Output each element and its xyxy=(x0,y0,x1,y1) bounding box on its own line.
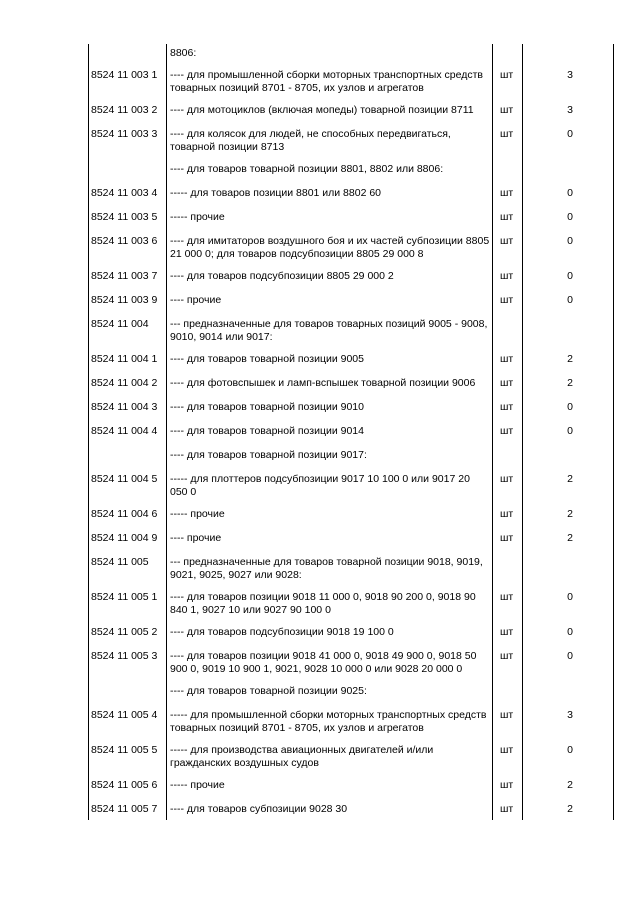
table-row xyxy=(0,706,640,741)
table-row xyxy=(0,682,640,706)
rate-cell: 0 xyxy=(567,294,573,306)
rate-cell: 0 xyxy=(567,187,573,199)
description-cell: ----- для товаров позиции 8801 или 8802 60 xyxy=(170,187,382,199)
description-cell: --- предназначенные для товаров товарных позиций 9005 - 9008, 9010, 9014 или 9017: xyxy=(170,318,488,343)
description-cell: ----- для производства авиационных двигателей и/или гражданских воздушных судов xyxy=(170,744,434,769)
description-cell: ---- для товаров товарной позиции 9017: xyxy=(170,449,367,461)
table-row xyxy=(0,208,640,232)
code-cell: 8524 11 004 6 xyxy=(91,508,158,520)
description-cell: ----- для промышленной сборки моторных транспортных средств товарных позиций 8701 - 8705, их узлов и агрегатов xyxy=(170,709,487,734)
rate-cell: 3 xyxy=(567,709,573,721)
table-row xyxy=(0,422,640,446)
code-cell: 8524 11 004 xyxy=(91,318,149,330)
table-row xyxy=(0,160,640,184)
unit-cell: шт xyxy=(500,353,514,365)
unit-cell: шт xyxy=(500,425,514,437)
unit-cell: шт xyxy=(500,270,514,282)
table-row xyxy=(0,267,640,291)
code-cell: 8524 11 003 3 xyxy=(91,128,158,140)
rate-cell: 0 xyxy=(567,626,573,638)
description-cell: ---- для товаров подсубпозиции 8805 29 000 2 xyxy=(170,270,394,282)
unit-cell: шт xyxy=(500,803,514,815)
code-cell: 8524 11 003 4 xyxy=(91,187,158,199)
rate-cell: 2 xyxy=(567,353,573,365)
unit-cell: шт xyxy=(500,377,514,389)
rate-cell: 2 xyxy=(567,508,573,520)
code-cell: 8524 11 004 2 xyxy=(91,377,158,389)
unit-cell: шт xyxy=(500,779,514,791)
table-row xyxy=(0,232,640,267)
code-cell: 8524 11 004 3 xyxy=(91,401,158,413)
table-row xyxy=(0,470,640,505)
description-cell: ----- для плоттеров подсубпозиции 9017 10 100 0 или 9017 20 050 0 xyxy=(170,473,470,498)
description-cell: ----- прочие xyxy=(170,779,225,791)
code-cell: 8524 11 005 4 xyxy=(91,709,158,721)
code-cell: 8524 11 003 9 xyxy=(91,294,158,306)
unit-cell: шт xyxy=(500,626,514,638)
unit-cell: шт xyxy=(500,591,514,603)
table-row xyxy=(0,66,640,101)
description-cell: ---- для товаров подсубпозиции 9018 19 100 0 xyxy=(170,626,394,638)
table-row xyxy=(0,741,640,776)
code-cell: 8524 11 005 3 xyxy=(91,650,158,662)
code-cell: 8524 11 003 7 xyxy=(91,270,158,282)
description-cell: ---- для мотоциклов (включая мопеды) товарной позиции 8711 xyxy=(170,104,474,116)
table-row xyxy=(0,553,640,588)
rate-cell: 0 xyxy=(567,128,573,140)
description-cell: ---- для товаров позиции 9018 11 000 0, 9018 90 200 0, 9018 90 840 1, 9027 10 или 9027 90 100 0 xyxy=(170,591,476,616)
tariff-table xyxy=(0,44,640,824)
code-cell: 8524 11 005 1 xyxy=(91,591,158,603)
rate-cell: 0 xyxy=(567,211,573,223)
code-cell: 8524 11 004 9 xyxy=(91,532,158,544)
rate-cell: 0 xyxy=(567,591,573,603)
rate-cell: 2 xyxy=(567,532,573,544)
rate-cell: 0 xyxy=(567,235,573,247)
code-cell: 8524 11 003 6 xyxy=(91,235,158,247)
unit-cell: шт xyxy=(500,128,514,140)
table-row xyxy=(0,44,640,66)
description-cell: ---- для фотовспышек и ламп-вспышек товарной позиции 9006 xyxy=(170,377,476,389)
unit-cell: шт xyxy=(500,473,514,485)
unit-cell: шт xyxy=(500,744,514,756)
description-cell: --- предназначенные для товаров товарной позиции 9018, 9019, 9021, 9025, 9027 или 9028: xyxy=(170,556,483,581)
code-cell: 8524 11 005 6 xyxy=(91,779,158,791)
table-row xyxy=(0,446,640,470)
code-cell: 8524 11 005 2 xyxy=(91,626,158,638)
table-row xyxy=(0,647,640,682)
unit-cell: шт xyxy=(500,69,514,81)
table-row xyxy=(0,101,640,125)
unit-cell: шт xyxy=(500,235,514,247)
table-row xyxy=(0,398,640,422)
table-row xyxy=(0,800,640,824)
unit-cell: шт xyxy=(500,650,514,662)
table-row xyxy=(0,505,640,529)
description-cell: ---- для товаров позиции 9018 41 000 0, 9018 49 900 0, 9018 50 900 0, 9019 10 900 1, 9021, 9028 10 000 0 или 9028 20 000 0 xyxy=(170,650,477,675)
unit-cell: шт xyxy=(500,187,514,199)
description-cell: ---- прочие xyxy=(170,294,222,306)
table-row xyxy=(0,315,640,350)
code-cell: 8524 11 004 5 xyxy=(91,473,158,485)
table-row xyxy=(0,588,640,623)
table-row xyxy=(0,374,640,398)
description-cell: ---- для колясок для людей, не способных передвигаться, товарной позиции 8713 xyxy=(170,128,451,153)
description-cell: ---- прочие xyxy=(170,532,222,544)
rate-cell: 0 xyxy=(567,650,573,662)
table-row xyxy=(0,350,640,374)
description-cell: ---- для имитаторов воздушного боя и их частей субпозиции 8805 21 000 0; для товаров подсубпозиции 8805 29 000 8 xyxy=(170,235,490,260)
unit-cell: шт xyxy=(500,104,514,116)
rate-cell: 2 xyxy=(567,779,573,791)
description-cell: ----- прочие xyxy=(170,508,225,520)
table-row xyxy=(0,529,640,553)
rate-cell: 2 xyxy=(567,473,573,485)
code-cell: 8524 11 005 5 xyxy=(91,744,158,756)
description-cell: ---- для товаров товарной позиции 9005 xyxy=(170,353,364,365)
description-cell: ---- для товаров субпозиции 9028 30 xyxy=(170,803,348,815)
description-cell: ---- для товаров товарной позиции 9010 xyxy=(170,401,364,413)
table-row xyxy=(0,184,640,208)
description-cell: ----- прочие xyxy=(170,211,225,223)
code-cell: 8524 11 004 4 xyxy=(91,425,158,437)
rate-cell: 0 xyxy=(567,270,573,282)
rate-cell: 2 xyxy=(567,377,573,389)
code-cell: 8524 11 003 2 xyxy=(91,104,158,116)
rate-cell: 0 xyxy=(567,401,573,413)
description-cell: ---- для товаров товарной позиции 9014 xyxy=(170,425,364,437)
rate-cell: 3 xyxy=(567,69,573,81)
code-cell: 8524 11 003 5 xyxy=(91,211,158,223)
code-cell: 8524 11 005 xyxy=(91,556,149,568)
code-cell: 8524 11 005 7 xyxy=(91,803,158,815)
unit-cell: шт xyxy=(500,532,514,544)
rate-cell: 2 xyxy=(567,803,573,815)
description-cell: ---- для промышленной сборки моторных транспортных средств товарных позиций 8701 - 8705, их узлов и агрегатов xyxy=(170,69,483,94)
table-row xyxy=(0,623,640,647)
description-cell: 8806: xyxy=(170,47,197,59)
table-row xyxy=(0,291,640,315)
code-cell: 8524 11 003 1 xyxy=(91,69,158,81)
unit-cell: шт xyxy=(500,294,514,306)
description-cell: ---- для товаров товарной позиции 9025: xyxy=(170,685,367,697)
unit-cell: шт xyxy=(500,211,514,223)
rate-cell: 0 xyxy=(567,744,573,756)
rate-cell: 0 xyxy=(567,425,573,437)
description-cell: ---- для товаров товарной позиции 8801, 8802 или 8806: xyxy=(170,163,444,175)
table-row xyxy=(0,776,640,800)
rate-cell: 3 xyxy=(567,104,573,116)
unit-cell: шт xyxy=(500,508,514,520)
unit-cell: шт xyxy=(500,401,514,413)
code-cell: 8524 11 004 1 xyxy=(91,353,158,365)
table-row xyxy=(0,125,640,160)
unit-cell: шт xyxy=(500,709,514,721)
